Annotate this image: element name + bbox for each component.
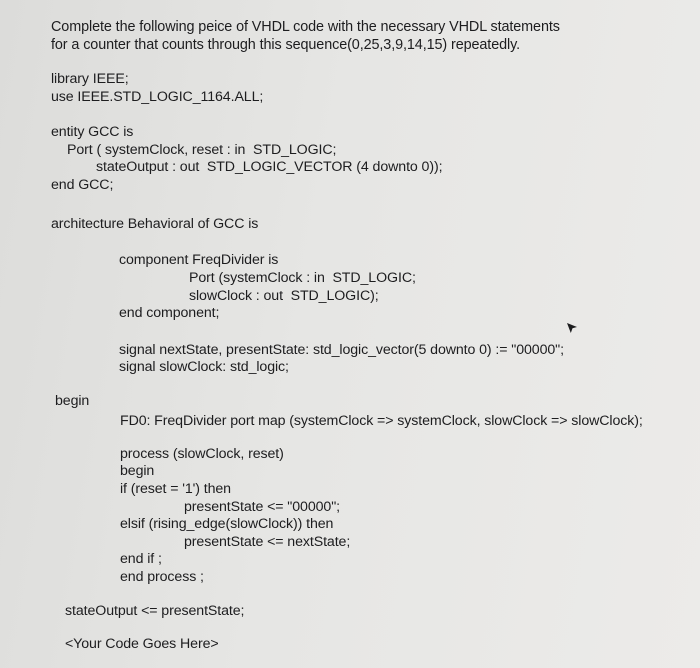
code-next-state-assign-line: presentState <= nextState; <box>184 534 351 550</box>
code-end-if: end if ; <box>120 551 162 567</box>
code-architecture-header: architecture Behavioral of GCC is <box>51 216 259 232</box>
code-entity-header: entity GCC is <box>51 124 134 140</box>
code-component-slowclock-line: slowClock : out STD_LOGIC); <box>189 288 379 304</box>
code-begin: begin <box>55 393 90 409</box>
code-component-port-line: Port (systemClock : in STD_LOGIC; <box>189 270 416 286</box>
code-placeholder-line: <Your Code Goes Here> <box>65 636 219 652</box>
mouse-pointer-icon <box>566 321 578 335</box>
code-library-line: library IEEE; <box>51 71 129 87</box>
code-elsif-line: elsif (rising_edge(slowClock)) then <box>120 516 334 532</box>
code-state-output-line: stateOutput <= presentState; <box>65 603 245 619</box>
question-line-1: Complete the following peice of VHDL code with the necessary VHDL statements <box>51 19 560 35</box>
code-port-map-line: FD0: FreqDivider port map (systemClock => systemClock, slowClock => slowClock); <box>120 413 643 429</box>
code-entity-end: end GCC; <box>51 177 114 193</box>
code-end-process: end process ; <box>120 569 204 585</box>
code-use-line: use IEEE.STD_LOGIC_1164.ALL; <box>51 89 264 105</box>
code-signal-state-line: signal nextState, presentState: std_logic_vector(5 downto 0) := "00000"; <box>119 342 564 358</box>
code-signal-slowclock-line: signal slowClock: std_logic; <box>119 359 289 375</box>
code-reset-assign-line: presentState <= "00000"; <box>184 499 340 515</box>
code-process-begin: begin <box>120 463 155 479</box>
question-line-2: for a counter that counts through this sequence(0,25,3,9,14,15) repeatedly. <box>51 37 521 53</box>
code-entity-output-line: stateOutput : out STD_LOGIC_VECTOR (4 downto 0)); <box>96 159 443 175</box>
code-entity-port-line: Port ( systemClock, reset : in STD_LOGIC; <box>67 142 337 158</box>
code-component-end: end component; <box>119 305 220 321</box>
code-component-header: component FreqDivider is <box>119 252 279 268</box>
code-if-reset-line: if (reset = '1') then <box>120 481 231 497</box>
code-process-header: process (slowClock, reset) <box>120 446 284 462</box>
